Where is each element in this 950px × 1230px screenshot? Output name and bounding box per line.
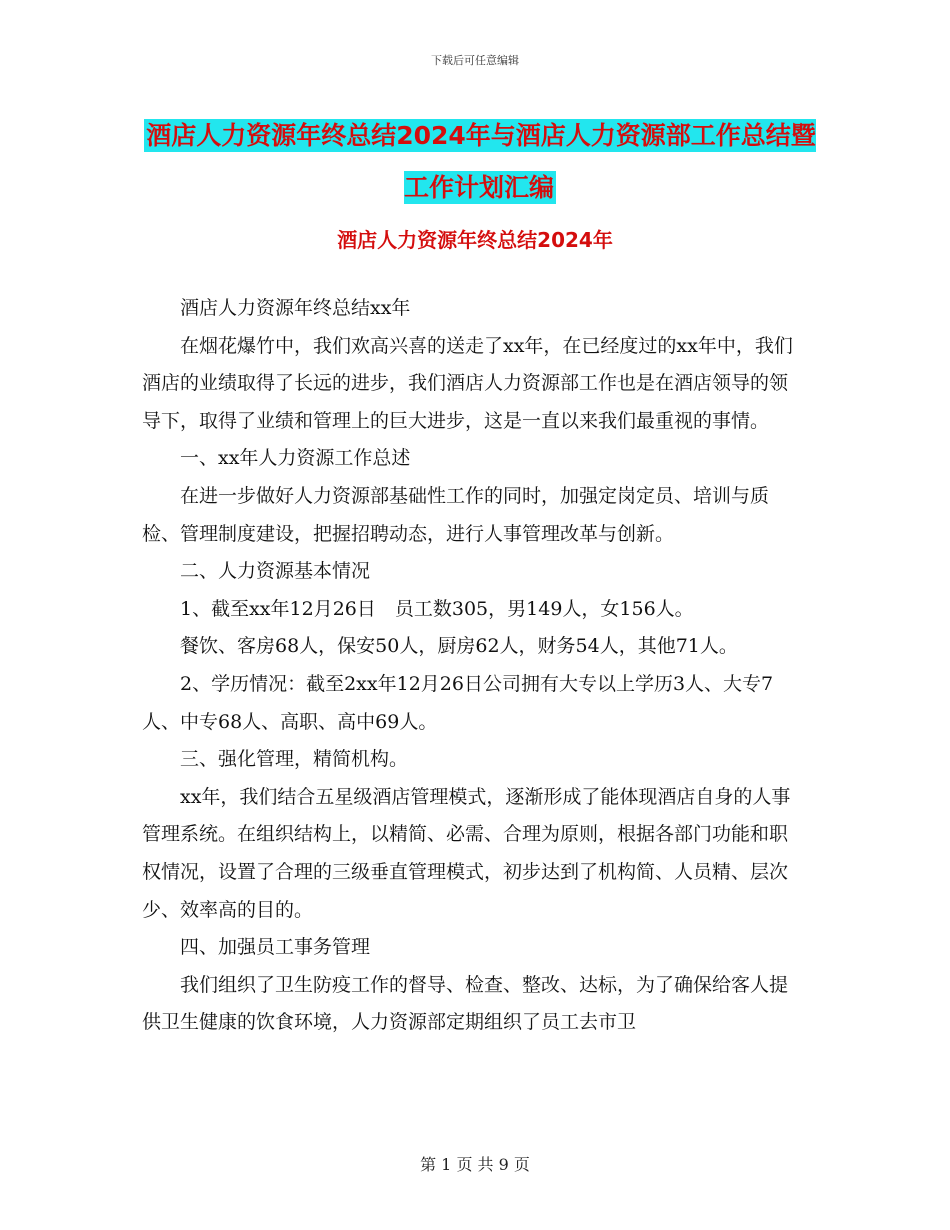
document-title [140,110,820,214]
page-number: 第 1 页 共 9 页 [420,1155,530,1174]
heading-4: 四、加强员工事务管理 [180,936,371,959]
paragraph: 酒店人力资源年终总结xx年 [180,297,411,319]
paragraph: 1、截至xx年12月26日 员工数305，男149人，女156人。 [180,597,694,620]
heading-2: 二、人力资源基本情况 [180,560,371,583]
paragraph: 我们组织了卫生防疫工作的督导、检查、整改、达标，为了确保给客人提供卫生健康的饮食环境，人力资源部定期组织了员工去市卫 [142,973,789,1034]
paragraph: 2、学历情况：截至2xx年12月26日公司拥有大专以上学历3人、大专7人、中专68人、高职、高中69人。 [142,672,774,733]
header-note: 下载后可任意编辑 [431,54,519,67]
document-body [142,290,802,1042]
paragraph: 在烟花爆竹中，我们欢高兴喜的送走了xx年，在已经度过的xx年中，我们酒店的业绩取得了长远的进步，我们酒店人力资源部工作也是在酒店领导的领导下，取得了业绩和管理上的巨大进步，这是一直以来我们最重视的事情。 [142,334,793,432]
paragraph: 在进一步做好人力资源部基础性工作的同时，加强定岗定员、培训与质检、管理制度建设，把握招聘动态，进行人事管理改革与创新。 [142,484,770,545]
paragraph: xx年，我们结合五星级酒店管理模式，逐渐形成了能体现酒店自身的人事管理系统。在组织结构上，以精简、必需、合理为原则，根据各部门功能和职权情况，设置了合理的三级垂直管理模式，初步达到了机构简、人员精、层次少、效率高的目的。 [142,785,791,921]
paragraph: 餐饮、客房68人，保安50人，厨房62人，财务54人，其他71人。 [180,635,738,658]
heading-3: 三、强化管理，精简机构。 [180,748,409,771]
section-title: 酒店人力资源年终总结2024年 [337,228,613,252]
document-title-text: 酒店人力资源年终总结2024年与酒店人力资源部工作总结暨工作计划汇编 [146,121,816,202]
heading-1: 一、xx年人力资源工作总述 [180,447,411,470]
